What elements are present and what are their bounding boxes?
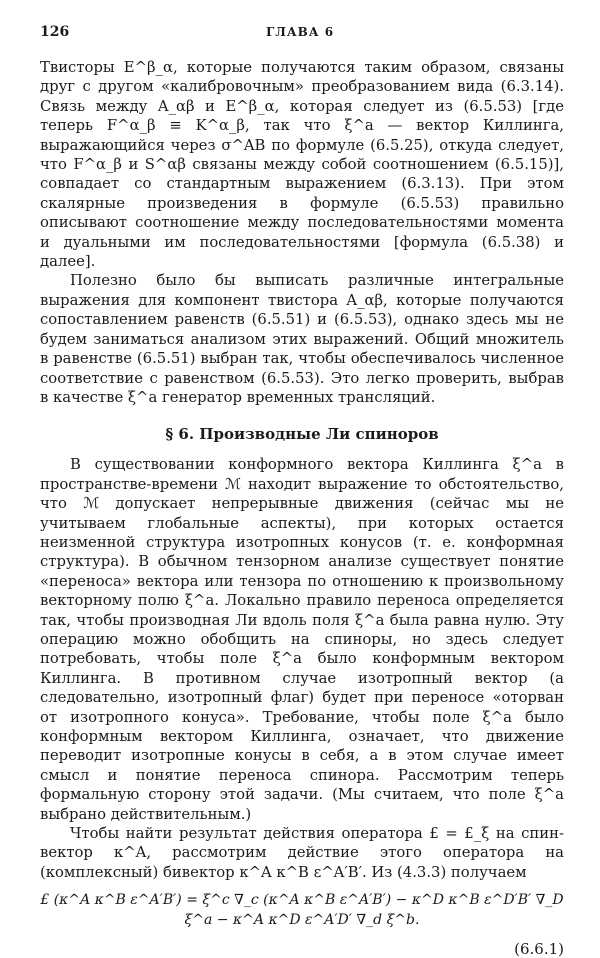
page-number: 126	[40, 24, 70, 40]
equation-number: (6.6.1)	[514, 940, 564, 958]
page-header	[40, 24, 560, 44]
running-head: ГЛАВА 6	[265, 25, 335, 39]
paragraph-1: Твисторы Ε^β_α, которые получаются таким образом, связаны друг с другом «калибровочным» преобразованием вида (6.3.14). Связь между A_αβ и Ε^β_α, которая следует из (6.5.53) [где теперь F^α_β ≡ K^α_β, так что ξ^a — вектор Киллинга, выражающийся через σ^AB по формуле (6.5.25), откуда следует, что F^α_β и S^αβ связаны между собой соотношением (6.5.15)], совпадает со стандартным выражением (6.3.13). При этом скалярные произведения в формуле (6.5.53) правильно описывают соотношение между последовательностями момента и дуальными им последовательностями [формула (6.5.38) и далее].	[40, 59, 564, 271]
paragraph-2: Полезно было бы выписать различные интегральные выражения для компонент твистора A_αβ, которые получаются сопоставлением равенств (6.5.51) и (6.5.53), однако здесь мы не будем заниматься анализом этих выражений. Общий множитель в равенстве (6.5.51) выбран так, чтобы обеспечивалось численное соответствие с равенством (6.5.53). Это легко проверить, выбрав в качестве ξ^a генератор временных трансляций.	[40, 272, 564, 406]
section-paragraph-2: Чтобы найти результат действия оператора £ = £_ξ на спин-вектор κ^A, рассмотрим действие этого оператора на (комплексный) бивектор κ^A κ^B ε^A′B′. Из (4.3.3) получаем	[40, 825, 564, 881]
equation: £ (κ^A κ^B ε^A′B′) = ξ^c ∇_c (κ^A κ^B ε^A′B′) − κ^D κ^B ε^D′B′ ∇_D ξ^a − κ^A κ^D ε^A′D′ ∇_d ξ^b.	[40, 892, 564, 929]
section-paragraph-1: В существовании конформного вектора Киллинга ξ^a в пространстве-времени ℳ находит выражение то обстоятельство, что ℳ допускает непрерывные движения (сейчас мы не учитываем глобальные аспекты), при которых остается неизменной структура изотропных конусов (т. е. конформная структура). В обычном тензорном анализе существует понятие «переноса» вектора или тензора по отношению к произвольному векторному полю ξ^a. Локально правило переноса определяется так, чтобы производная Ли вдоль поля ξ^a была равна нулю. Эту операцию можно обобщить на спиноры, но здесь следует потребовать, чтобы поле ξ^a было конформным вектором Киллинга. В противном случае изотропный вектор (а следовательно, изотропный флаг) будет при переносе «оторван от изотропного конуса». Требование, чтобы поле ξ^a было конформным вектором Киллинга, означает, что движение переводит изотропные конусы в себя, а в этом случае имеет смысл и понятие переноса спинора. Рассмотрим теперь формальную сторону этой задачи. (Мы считаем, что поле ξ^a выбрано действительным.)	[40, 456, 564, 823]
section-title: § 6. Производные Ли спиноров	[165, 425, 439, 444]
page-body	[40, 58, 564, 958]
